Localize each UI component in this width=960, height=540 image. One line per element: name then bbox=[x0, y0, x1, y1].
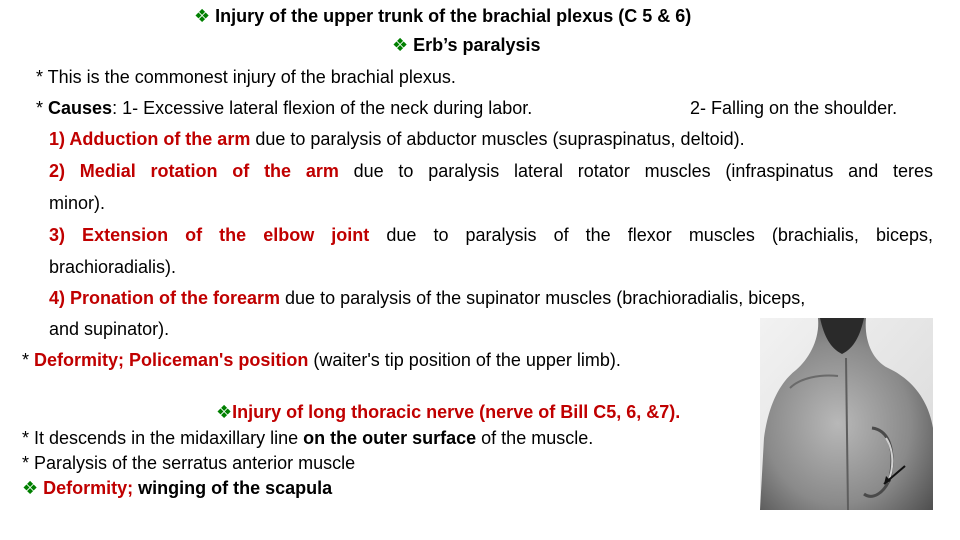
title-upper-trunk bbox=[194, 5, 691, 27]
item-extension-cont: brachioradialis). bbox=[49, 257, 177, 277]
deformity-policeman-text: (waiter's tip position of the upper limb). bbox=[308, 350, 621, 370]
item-adduction-text: due to paralysis of abductor muscles (supraspinatus, deltoid). bbox=[250, 129, 745, 149]
winged-scapula-photo bbox=[760, 318, 933, 510]
deformity-policeman bbox=[22, 349, 621, 371]
item-medial-rotation bbox=[49, 160, 933, 182]
item-adduction-title: 1) Adduction of the arm bbox=[49, 129, 251, 149]
deformity-policeman-title: Deformity; Policeman's position bbox=[34, 350, 309, 370]
thoracic-line1-c: of the muscle. bbox=[476, 428, 594, 448]
causes-text: : 1- Excessive lateral flexion of the neck during labor. bbox=[112, 98, 533, 118]
winged-scapula-illustration bbox=[760, 318, 933, 510]
diamond-bullet-icon: ❖ bbox=[22, 478, 39, 498]
item-extension-title: 3) Extension of the elbow joint bbox=[49, 225, 370, 245]
item-adduction bbox=[49, 128, 745, 150]
item-pronation bbox=[49, 287, 805, 309]
thoracic-line1-a: * It descends in the midaxillary line bbox=[22, 428, 304, 448]
causes-prefix: * bbox=[36, 98, 49, 118]
title-upper-trunk-text: Injury of the upper trunk of the brachial plexus (C 5 & 6) bbox=[215, 6, 692, 26]
item-extension bbox=[49, 224, 933, 246]
causes-label: Causes bbox=[48, 98, 113, 118]
item-pronation-title: 4) Pronation of the forearm bbox=[49, 288, 281, 308]
thoracic-line1-b: on the outer surface bbox=[303, 428, 477, 448]
item-extension-text: due to paralysis of the flexor muscles (brachialis, biceps, bbox=[369, 225, 934, 245]
thoracic-deformity-text: winging of the scapula bbox=[133, 478, 333, 498]
intro-line: * This is the commonest injury of the brachial plexus. bbox=[36, 67, 456, 87]
diamond-bullet-icon: ❖ bbox=[216, 402, 233, 422]
item-medial-rotation-cont: minor). bbox=[49, 193, 106, 213]
thoracic-title bbox=[216, 401, 680, 423]
item-medial-rotation-text: due to paralysis lateral rotator muscles (infraspinatus and teres bbox=[338, 161, 933, 181]
causes-line bbox=[36, 97, 532, 119]
diamond-bullet-icon: ❖ bbox=[392, 35, 409, 55]
title-erbs-paralysis-text: Erb’s paralysis bbox=[413, 35, 541, 55]
thoracic-deformity bbox=[22, 477, 332, 499]
item-pronation-text: due to paralysis of the supinator muscles (brachioradialis, biceps, bbox=[280, 288, 806, 308]
causes-second: 2- Falling on the shoulder. bbox=[690, 98, 898, 118]
deformity-prefix: * bbox=[22, 350, 35, 370]
title-erbs-paralysis bbox=[392, 34, 541, 56]
thoracic-deformity-title: Deformity; bbox=[43, 478, 134, 498]
item-pronation-cont: and supinator). bbox=[49, 319, 170, 339]
thoracic-line1 bbox=[22, 427, 593, 449]
item-medial-rotation-title: 2) Medial rotation of the arm bbox=[49, 161, 339, 181]
thoracic-title-text: Injury of long thoracic nerve (nerve of Bill C5, 6, &7). bbox=[232, 402, 681, 422]
diamond-bullet-icon: ❖ bbox=[194, 6, 211, 26]
thoracic-line2: * Paralysis of the serratus anterior muscle bbox=[22, 453, 356, 473]
